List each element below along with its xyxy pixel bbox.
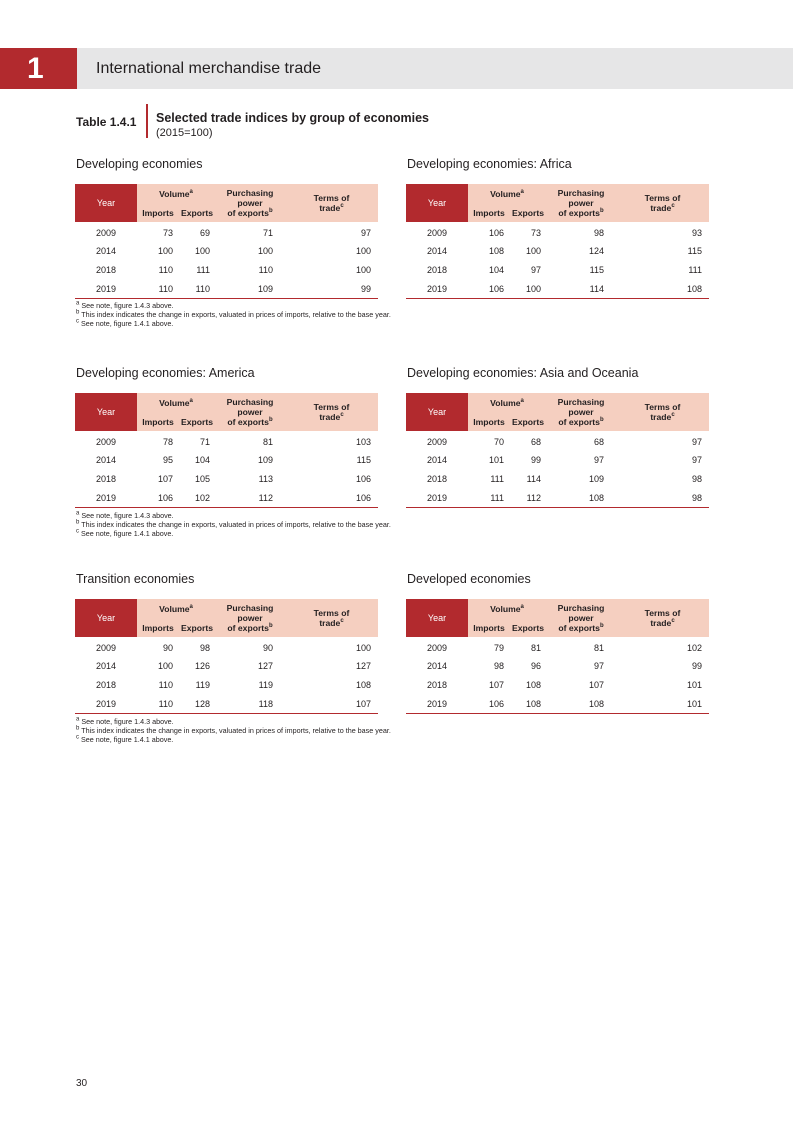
cell-purchasing-power: 113 (258, 473, 273, 484)
cell-terms-of-trade: 98 (616, 489, 709, 508)
col-header-exports: Exports (179, 618, 215, 637)
table-row (75, 656, 378, 675)
col-header-terms-of-trade: Terms of trade$^c$ (616, 393, 709, 431)
cell-terms-of-trade: 127 (355, 660, 371, 671)
cell-year: 2019 (406, 695, 468, 714)
cell-purchasing-power: 114 (546, 280, 616, 299)
cell-terms-of-trade: 106 (355, 473, 371, 484)
cell-year: 2014 (95, 660, 117, 671)
table-row (406, 695, 709, 714)
cell-terms-of-trade: 111 (688, 264, 702, 275)
cell-year: 2018 (95, 679, 117, 690)
cell-purchasing-power: 100 (257, 245, 273, 256)
cell-purchasing-power: 109 (588, 473, 604, 484)
col-header-exports: Exports (510, 412, 546, 431)
table-row (75, 695, 378, 714)
cell-exports: 71 (199, 436, 210, 447)
cell-terms-of-trade: 101 (616, 695, 709, 714)
panel-title: Transition economies (76, 572, 195, 586)
cell-terms-of-trade: 115 (687, 245, 702, 256)
cell-purchasing-power: 81 (593, 642, 604, 653)
trade-table (406, 393, 709, 508)
col-header-terms-of-trade: Terms of trade$^c$ (616, 184, 709, 222)
table-row (75, 450, 378, 469)
cell-exports: 108 (525, 679, 541, 690)
footnote-c: $^c$ See note, figure 1.4.1 above. (76, 318, 174, 328)
cell-year: 2014 (95, 245, 117, 256)
cell-purchasing-power: 71 (262, 227, 273, 238)
col-header-purchasing-power: Purchasing power of exports$^b$ (546, 184, 616, 222)
cell-year: 2014 (95, 454, 117, 465)
cell-terms-of-trade: 100 (355, 264, 371, 275)
col-header-exports: Exports (179, 412, 215, 431)
col-header-terms-of-trade: Terms of trade$^c$ (285, 184, 378, 222)
cell-year: 2009 (95, 436, 117, 447)
cell-imports: 106 (488, 227, 504, 238)
cell-terms-of-trade: 106 (285, 489, 378, 508)
cell-exports: 100 (525, 245, 541, 256)
cell-exports: 100 (194, 245, 210, 256)
col-header-volume: Volume$^a$ (137, 599, 215, 618)
cell-imports: 100 (157, 660, 173, 671)
table-row (75, 637, 378, 656)
table-row (406, 241, 709, 260)
cell-exports: 98 (199, 642, 210, 653)
cell-purchasing-power: 98 (593, 227, 604, 238)
cell-year: 2014 (426, 454, 448, 465)
col-header-imports: Imports (468, 203, 510, 222)
col-header-volume: Volume$^a$ (468, 393, 546, 412)
cell-terms-of-trade: 107 (285, 695, 378, 714)
table-row (75, 675, 378, 694)
col-header-purchasing-power: Purchasing power of exports$^b$ (215, 393, 285, 431)
panel-developing (75, 157, 378, 299)
trade-table (406, 599, 709, 714)
cell-terms-of-trade: 108 (355, 679, 371, 690)
cell-exports: 112 (510, 489, 546, 508)
cell-exports: 96 (530, 660, 541, 671)
cell-terms-of-trade: 93 (691, 227, 702, 238)
cell-terms-of-trade: 99 (691, 660, 702, 671)
table-row (406, 222, 709, 241)
table-row (75, 489, 378, 508)
footnote-a: $^a$ See note, figure 1.4.3 above. (76, 300, 174, 310)
cell-imports: 70 (493, 436, 504, 447)
cell-year: 2019 (75, 280, 137, 299)
footnotes (76, 301, 391, 328)
cell-imports: 73 (162, 227, 173, 238)
panel-title: Developing economies: America (76, 366, 255, 380)
cell-year: 2014 (426, 245, 448, 256)
cell-terms-of-trade: 97 (360, 227, 371, 238)
panel-title: Developed economies (407, 572, 531, 586)
cell-imports: 98 (493, 660, 504, 671)
table-row (75, 222, 378, 241)
table-row (75, 469, 378, 488)
cell-exports: 81 (530, 642, 541, 653)
col-header-year: Year (75, 599, 137, 637)
cell-purchasing-power: 109 (215, 280, 285, 299)
cell-purchasing-power: 81 (262, 436, 273, 447)
cell-purchasing-power: 118 (215, 695, 285, 714)
cell-terms-of-trade: 97 (691, 436, 702, 447)
cell-imports: 111 (490, 473, 504, 484)
panel-africa (406, 157, 709, 299)
cell-year: 2009 (426, 436, 448, 447)
cell-year: 2018 (426, 679, 448, 690)
cell-imports: 106 (137, 489, 179, 508)
cell-purchasing-power: 110 (258, 264, 273, 275)
cell-purchasing-power: 127 (257, 660, 273, 671)
cell-purchasing-power: 124 (588, 245, 604, 256)
cell-year: 2009 (95, 227, 117, 238)
footnote-a: $^a$ See note, figure 1.4.3 above. (76, 716, 174, 726)
cell-exports: 69 (199, 227, 210, 238)
col-header-purchasing-power: Purchasing power of exports$^b$ (546, 393, 616, 431)
cell-terms-of-trade: 100 (355, 245, 371, 256)
cell-year: 2019 (406, 280, 468, 299)
cell-terms-of-trade: 101 (686, 679, 702, 690)
cell-imports: 101 (488, 454, 504, 465)
cell-terms-of-trade: 102 (686, 642, 702, 653)
cell-exports: 108 (510, 695, 546, 714)
table-row (406, 489, 709, 508)
cell-terms-of-trade: 99 (285, 280, 378, 299)
panel-title: Developing economies (76, 157, 203, 171)
panel-america (75, 366, 378, 508)
cell-purchasing-power: 97 (593, 454, 604, 465)
col-header-volume: Volume$^a$ (468, 599, 546, 618)
footnote-c: $^c$ See note, figure 1.4.1 above. (76, 734, 174, 744)
cell-terms-of-trade: 100 (355, 642, 371, 653)
panel-title: Developing economies: Asia and Oceania (407, 366, 639, 380)
cell-imports: 100 (157, 245, 173, 256)
cell-imports: 108 (488, 245, 504, 256)
footnote-b: $^b$ This index indicates the change in exports, valuated in prices of imports, relative to the base year. (76, 725, 391, 735)
cell-purchasing-power: 107 (588, 679, 604, 690)
footnotes (76, 717, 391, 744)
table-title: Selected trade indices by group of economies (156, 111, 429, 125)
cell-imports: 104 (488, 264, 504, 275)
cell-terms-of-trade: 108 (616, 280, 709, 299)
cell-imports: 110 (137, 280, 179, 299)
footnote-a: $^a$ See note, figure 1.4.3 above. (76, 510, 174, 520)
cell-exports: 104 (194, 454, 210, 465)
col-header-year: Year (406, 599, 468, 637)
panel-title: Developing economies: Africa (407, 157, 572, 171)
col-header-terms-of-trade: Terms of trade$^c$ (285, 599, 378, 637)
col-header-purchasing-power: Purchasing power of exports$^b$ (546, 599, 616, 637)
table-subtitle: (2015=100) (156, 127, 213, 139)
col-header-terms-of-trade: Terms of trade$^c$ (616, 599, 709, 637)
cell-imports: 107 (157, 473, 173, 484)
col-header-terms-of-trade: Terms of trade$^c$ (285, 393, 378, 431)
cell-year: 2009 (426, 642, 448, 653)
cell-terms-of-trade: 98 (691, 473, 702, 484)
table-label: Table 1.4.1 (76, 115, 137, 129)
cell-exports: 114 (526, 473, 541, 484)
table-row (406, 469, 709, 488)
col-header-year: Year (75, 184, 137, 222)
cell-imports: 110 (137, 695, 179, 714)
cell-purchasing-power: 112 (215, 489, 285, 508)
cell-year: 2018 (426, 473, 448, 484)
chapter-title: International merchandise trade (96, 60, 322, 77)
cell-exports: 73 (530, 227, 541, 238)
col-header-year: Year (75, 393, 137, 431)
col-header-year: Year (406, 393, 468, 431)
cell-terms-of-trade: 97 (691, 454, 702, 465)
col-header-exports: Exports (179, 203, 215, 222)
cell-year: 2018 (95, 264, 117, 275)
panel-transition (75, 572, 378, 714)
col-header-exports: Exports (510, 618, 546, 637)
table-row (406, 450, 709, 469)
cell-exports: 119 (195, 679, 210, 690)
col-header-volume: Volume$^a$ (468, 184, 546, 203)
col-header-purchasing-power: Purchasing power of exports$^b$ (215, 599, 285, 637)
cell-year: 2019 (75, 489, 137, 508)
cell-exports: 110 (179, 280, 215, 299)
cell-imports: 107 (488, 679, 504, 690)
table-row (75, 431, 378, 450)
cell-year: 2018 (95, 473, 117, 484)
cell-imports: 95 (162, 454, 173, 465)
col-header-imports: Imports (137, 412, 179, 431)
chapter-number: 1 (0, 48, 77, 89)
footnotes (76, 511, 391, 538)
table-row (75, 280, 378, 299)
cell-purchasing-power: 90 (262, 642, 273, 653)
cell-year: 2014 (426, 660, 448, 671)
col-header-volume: Volume$^a$ (137, 393, 215, 412)
cell-imports: 110 (158, 264, 173, 275)
cell-imports: 90 (162, 642, 173, 653)
cell-exports: 68 (530, 436, 541, 447)
cell-exports: 126 (194, 660, 210, 671)
cell-imports: 78 (162, 436, 173, 447)
panel-asia-oceania (406, 366, 709, 508)
footnote-c: $^c$ See note, figure 1.4.1 above. (76, 528, 174, 538)
title-divider (146, 104, 148, 138)
cell-exports: 97 (530, 264, 541, 275)
cell-year: 2019 (75, 695, 137, 714)
col-header-volume: Volume$^a$ (137, 184, 215, 203)
cell-purchasing-power: 108 (546, 695, 616, 714)
cell-year: 2009 (95, 642, 117, 653)
table-row (406, 656, 709, 675)
panel-developed (406, 572, 709, 714)
cell-terms-of-trade: 103 (355, 436, 371, 447)
cell-year: 2018 (426, 264, 448, 275)
cell-imports: 79 (493, 642, 504, 653)
trade-table (75, 393, 378, 508)
cell-purchasing-power: 97 (593, 660, 604, 671)
cell-year: 2019 (406, 489, 468, 508)
cell-exports: 102 (179, 489, 215, 508)
cell-exports: 128 (179, 695, 215, 714)
cell-purchasing-power: 109 (257, 454, 273, 465)
cell-purchasing-power: 68 (593, 436, 604, 447)
table-row (406, 431, 709, 450)
col-header-imports: Imports (468, 618, 510, 637)
col-header-imports: Imports (137, 618, 179, 637)
table-row (406, 675, 709, 694)
table-row (406, 280, 709, 299)
chapter-header-bar (0, 48, 793, 89)
trade-table (75, 599, 378, 714)
cell-exports: 105 (194, 473, 210, 484)
col-header-year: Year (406, 184, 468, 222)
cell-purchasing-power: 119 (258, 679, 273, 690)
table-row (75, 241, 378, 260)
footnote-b: $^b$ This index indicates the change in exports, valuated in prices of imports, relative to the base year. (76, 519, 391, 529)
table-row (406, 260, 709, 279)
table-row (406, 637, 709, 656)
trade-table (75, 184, 378, 299)
col-header-imports: Imports (468, 412, 510, 431)
col-header-purchasing-power: Purchasing power of exports$^b$ (215, 184, 285, 222)
trade-table (406, 184, 709, 299)
col-header-exports: Exports (510, 203, 546, 222)
cell-imports: 106 (468, 695, 510, 714)
cell-exports: 100 (510, 280, 546, 299)
cell-purchasing-power: 108 (546, 489, 616, 508)
cell-year: 2009 (426, 227, 448, 238)
cell-terms-of-trade: 115 (356, 454, 371, 465)
table-row (75, 260, 378, 279)
footnote-b: $^b$ This index indicates the change in exports, valuated in prices of imports, relative to the base year. (76, 309, 391, 319)
cell-imports: 106 (468, 280, 510, 299)
cell-imports: 111 (468, 489, 510, 508)
cell-purchasing-power: 115 (589, 264, 604, 275)
cell-exports: 99 (530, 454, 541, 465)
col-header-imports: Imports (137, 203, 179, 222)
cell-imports: 110 (158, 679, 173, 690)
page-number: 30 (76, 1078, 88, 1089)
cell-exports: 111 (196, 264, 210, 275)
